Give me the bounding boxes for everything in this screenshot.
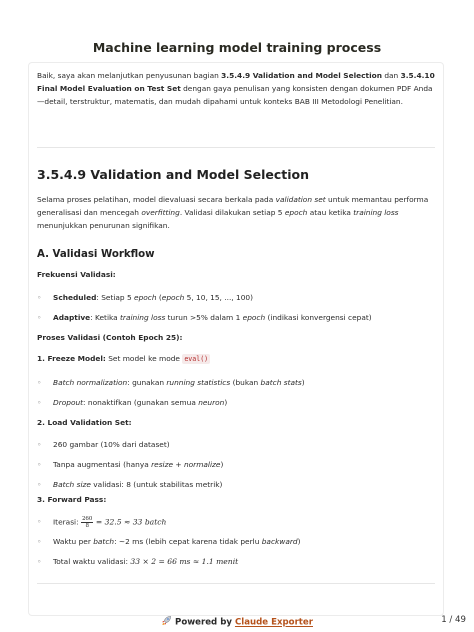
list-item: ◦ Iterasi: $\frac{260}{8}$ = 32.5 ≈ 33 batch — [37, 516, 167, 529]
divider — [37, 147, 435, 148]
bullet-icon: ◦ — [37, 480, 42, 489]
bullet-icon: ◦ — [37, 378, 42, 387]
step-3: 3. Forward Pass: — [37, 495, 107, 504]
section-heading: 3.5.4.9 Validation and Model Selection — [37, 167, 309, 182]
list-item: ◦ Adaptive: Ketika training loss turun >5% dalam 1 epoch (indikasi konvergensi cepat) — [37, 313, 372, 322]
step-3-list — [37, 516, 435, 576]
list-item: ◦ Batch normalization: gunakan running statistics (bukan batch stats) — [37, 378, 305, 387]
page-title: Machine learning model training process — [92, 40, 382, 55]
list-item: ◦ Waktu per batch: ~2 ms (lebih cepat karena tidak perlu backward) — [37, 537, 301, 546]
bullet-icon: ◦ — [37, 517, 42, 526]
list-item: ◦ Scheduled: Setiap 5 epoch (epoch 5, 10, 15, ..., 100) — [37, 293, 253, 302]
page-number: 1 / 49 — [441, 615, 466, 625]
code-snippet: eval() — [184, 355, 209, 363]
list-item: ◦ Tanpa augmentasi (hanya resize + normalize) — [37, 460, 224, 469]
frequency-label: Frekuensi Validasi: — [37, 270, 116, 279]
powered-by-text: Powered by — [175, 617, 235, 628]
document-card — [28, 62, 444, 616]
frequency-list — [37, 292, 435, 332]
list-item: ◦ Dropout: nonaktifkan (gunakan semua neuron) — [37, 398, 228, 407]
bullet-icon: ◦ — [37, 313, 42, 322]
rocket-icon — [161, 615, 172, 629]
bullet-icon: ◦ — [37, 440, 42, 449]
footer — [0, 612, 474, 628]
bullet-icon: ◦ — [37, 460, 42, 469]
step-1-list — [37, 377, 435, 417]
intro-paragraph: Baik, saya akan melanjutkan penyusunan bagian 3.5.4.9 Validation and Model Selection dan 3.5.4.10 Final Model Evaluation on Test Set dengan gaya penulisan yang konsisten dengan dokumen PDF Anda—detail, terstruktur, matematis, dan mudah dipahami untuk konteks BAB III Metodologi Penelitian. — [37, 71, 435, 107]
list-item: ◦ 260 gambar (10% dari dataset) — [37, 440, 170, 449]
process-label: Proses Validasi (Contoh Epoch 25): — [37, 333, 183, 342]
step-1: 1. Freeze Model: Set model ke mode eval() — [37, 354, 209, 363]
bullet-icon: ◦ — [37, 398, 42, 407]
bullet-icon: ◦ — [37, 293, 42, 302]
fraction: $\frac{260}{8}$ — [81, 516, 93, 529]
step-2-list — [37, 439, 435, 499]
bullet-icon: ◦ — [37, 537, 42, 546]
list-item: ◦ Total waktu validasi: 33 × 2 = 66 ms ≈ 1.1 menit — [37, 557, 239, 566]
subheading-validasi-workflow: A. Validasi Workflow — [37, 249, 155, 260]
section-paragraph: Selama proses pelatihan, model dievaluasi secara berkala pada validation set untuk memantau performa generalisasi dan mencegah overfitting. Validasi dilakukan setiap 5 epoch atau ketika training loss menunjukkan penurunan signifikan. — [37, 195, 429, 231]
bullet-icon: ◦ — [37, 557, 42, 566]
step-2: 2. Load Validation Set: — [37, 418, 132, 427]
claude-exporter-link[interactable]: Claude Exporter — [234, 617, 313, 628]
list-item: ◦ Batch size validasi: 8 (untuk stabilitas metrik) — [37, 480, 223, 489]
divider — [37, 583, 435, 584]
